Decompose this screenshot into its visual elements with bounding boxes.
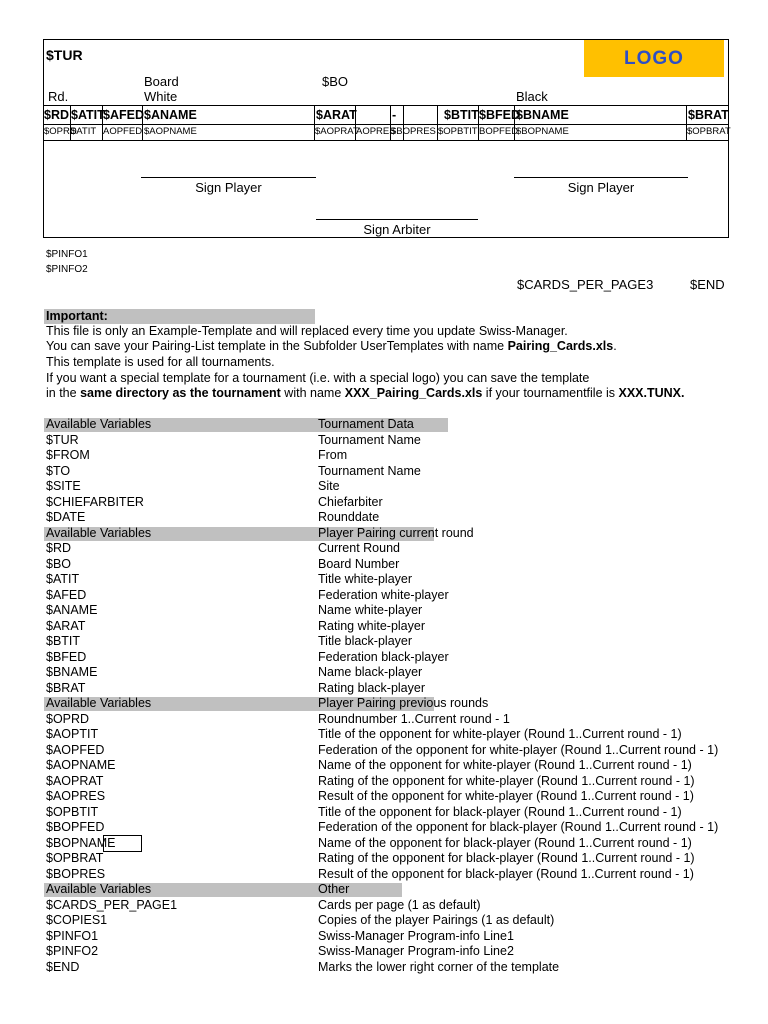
- variable-description: Federation black-player: [318, 649, 449, 664]
- section-header-label: Available Variables: [46, 525, 152, 540]
- pinfo2: $PINFO2: [46, 264, 88, 275]
- header-aname: $ANAME: [144, 108, 197, 122]
- variable-name: $ATIT: [46, 572, 80, 586]
- round-label: Rd.: [48, 89, 69, 104]
- variable-name: $TUR: [46, 432, 79, 447]
- opp-opbtit: $OPBTIT: [438, 126, 478, 137]
- variable-name: $OPBRAT: [46, 851, 104, 865]
- section-header-label: Available Variables: [46, 417, 152, 431]
- header-btit: $BTIT: [444, 108, 479, 122]
- signature-line: [514, 177, 688, 178]
- note-line: in the same directory as the tournament with name XXX_Pairing_Cards.xls if your tournamentfile is XXX.TUNX.: [46, 386, 685, 400]
- variable-description: Title black-player: [318, 634, 413, 648]
- board-variable: $BO: [322, 74, 349, 89]
- end-marker: $END: [690, 277, 725, 292]
- variable-description: Rating white-player: [318, 618, 425, 633]
- variable-name: $BRAT: [46, 680, 86, 695]
- variable-name: $CARDS_PER_PAGE1: [46, 897, 178, 912]
- variable-name: $AOPFED: [46, 742, 105, 757]
- variable-description: Rating black-player: [318, 680, 425, 695]
- variable-name: $AOPNAME: [46, 758, 116, 772]
- variable-description: Rounddate: [318, 510, 380, 524]
- variable-description: Cards per page (1 as default): [318, 897, 481, 912]
- variable-description: Name black-player: [318, 665, 423, 679]
- note-line: You can save your Pairing-List template in the Subfolder UserTemplates with name Pairing_Cards.xls.: [46, 339, 617, 353]
- black-label: Black: [516, 89, 548, 104]
- important-heading: Important:: [46, 309, 108, 323]
- variable-name: $BOPRES: [46, 866, 106, 881]
- variable-description: Federation of the opponent for black-player (Round 1..Current round - 1): [318, 820, 719, 834]
- note-line: This template is used for all tournaments.: [46, 355, 275, 369]
- header-dash: -: [392, 108, 397, 122]
- opp-aopres: AOPRES: [356, 126, 396, 137]
- variable-description: Roundnumber 1..Current round - 1: [318, 711, 510, 726]
- section-header-title: Tournament Data: [318, 417, 414, 431]
- signature-line: [316, 219, 478, 220]
- header-bname: $BNAME: [516, 108, 569, 122]
- variable-name: $SITE: [46, 479, 81, 493]
- pinfo1: $PINFO1: [46, 249, 88, 260]
- opp-aoptit: $ATIT: [71, 126, 97, 137]
- variable-description: Title white-player: [318, 572, 413, 586]
- section-header-title: Player Pairing previous rounds: [318, 696, 489, 710]
- variable-name: $BFED: [46, 649, 87, 664]
- sign-player-right: Sign Player: [567, 180, 635, 195]
- variable-name: $BTIT: [46, 634, 81, 648]
- opp-aopfed: AOPFED: [103, 126, 143, 137]
- variable-description: Rating of the opponent for white-player (Round 1..Current round - 1): [318, 773, 695, 788]
- opp-aoprat: $AOPRAT: [315, 126, 359, 137]
- sign-player-left: Sign Player: [195, 180, 262, 195]
- variable-name: $BO: [46, 556, 72, 571]
- variable-description: Tournament Name: [318, 432, 421, 447]
- opp-aopname: $AOPNAME: [144, 126, 197, 137]
- variable-name: $COPIES1: [46, 913, 108, 927]
- board-label: Board: [144, 74, 179, 89]
- variable-name: $DATE: [46, 510, 86, 524]
- cards-per-page: $CARDS_PER_PAGE3: [517, 277, 654, 292]
- variable-name: $TO: [46, 463, 71, 478]
- section-header-title: Player Pairing current round: [318, 525, 474, 540]
- variable-name: $OPBTIT: [46, 804, 99, 819]
- opp-opbrat: $OPBRAT: [687, 126, 731, 137]
- tournament-variable: $TUR: [46, 47, 83, 63]
- variable-name: $PINFO1: [46, 928, 99, 943]
- variable-description: From: [318, 448, 348, 462]
- header-atit: $ATIT: [71, 108, 105, 122]
- variable-name: $FROM: [46, 448, 90, 462]
- header-afed: $AFED: [103, 108, 144, 122]
- signature-line: [141, 177, 316, 178]
- variable-description: Title of the opponent for black-player (Round 1..Current round - 1): [318, 804, 682, 819]
- header-rd: $RD: [44, 108, 70, 122]
- table-line-bottom: [43, 140, 729, 141]
- logo: LOGO: [584, 40, 724, 77]
- variable-name: $BOPFED: [46, 820, 105, 834]
- opp-bopfed: BOPFED: [479, 126, 519, 137]
- variable-name: $RD: [46, 541, 72, 555]
- variable-name: $AFED: [46, 587, 87, 602]
- variable-description: Name of the opponent for white-player (Round 1..Current round - 1): [318, 758, 692, 772]
- variable-description: Marks the lower right corner of the template: [318, 959, 560, 974]
- variable-name: $AOPRAT: [46, 773, 104, 788]
- table-line-mid: [43, 124, 729, 125]
- header-arat: $ARAT: [316, 108, 357, 122]
- variable-description: Rating of the opponent for black-player (Round 1..Current round - 1): [318, 851, 695, 865]
- variable-name: $ARAT: [46, 618, 86, 633]
- variable-description: Result of the opponent for white-player (Round 1..Current round - 1): [318, 789, 694, 803]
- variable-description: Title of the opponent for white-player (Round 1..Current round - 1): [318, 727, 682, 741]
- variable-name: $BOPNAME: [46, 835, 116, 850]
- variable-name: $CHIEFARBITER: [46, 494, 144, 509]
- variable-description: Chiefarbiter: [318, 494, 383, 509]
- variable-description: Swiss-Manager Program-info Line1: [318, 928, 514, 943]
- variable-description: Federation white-player: [318, 587, 449, 602]
- note-line: This file is only an Example-Template and will replaced every time you update Swiss-Manager.: [46, 324, 568, 338]
- variable-name: $END: [46, 959, 80, 974]
- cell-selection-box[interactable]: [103, 835, 142, 852]
- variable-name: $AOPRES: [46, 789, 106, 803]
- variable-description: Name of the opponent for black-player (Round 1..Current round - 1): [318, 835, 692, 850]
- header-bfed: $BFED: [479, 108, 520, 122]
- variable-description: Federation of the opponent for white-player (Round 1..Current round - 1): [318, 742, 719, 757]
- variable-description: Swiss-Manager Program-info Line2: [318, 944, 514, 958]
- variable-description: Copies of the player Pairings (1 as default): [318, 913, 555, 927]
- opp-bopname: $BOPNAME: [516, 126, 569, 137]
- white-label: White: [144, 89, 178, 104]
- section-header-title: Other: [318, 882, 350, 896]
- variable-name: $PINFO2: [46, 944, 99, 958]
- header-brat: $BRAT: [688, 108, 729, 122]
- variable-description: Result of the opponent for black-player (Round 1..Current round - 1): [318, 866, 694, 881]
- opp-oprd: $OPRD: [44, 126, 77, 137]
- variable-name: $AOPTIT: [46, 727, 99, 741]
- section-header-label: Available Variables: [46, 882, 152, 896]
- sign-arbiter: Sign Arbiter: [363, 222, 431, 237]
- table-line-top: [43, 105, 729, 106]
- variable-description: Site: [318, 479, 340, 493]
- variable-name: $ANAME: [46, 603, 98, 617]
- note-line: If you want a special template for a tournament (i.e. with a special logo) you can save the template: [46, 371, 590, 385]
- variable-description: Name white-player: [318, 603, 423, 617]
- variable-description: Board Number: [318, 556, 400, 571]
- variable-description: Tournament Name: [318, 463, 421, 478]
- variable-name: $OPRD: [46, 711, 90, 726]
- section-header-label: Available Variables: [46, 696, 152, 710]
- opp-bopres: $BOPRES: [391, 126, 436, 137]
- variable-description: Current Round: [318, 541, 400, 555]
- variable-name: $BNAME: [46, 665, 98, 679]
